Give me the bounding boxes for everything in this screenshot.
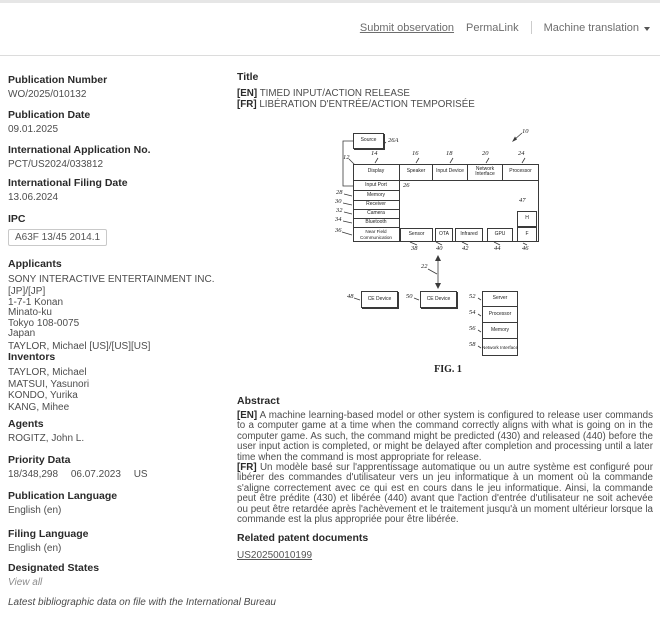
fig-cell-server-processor: Processor <box>482 307 518 323</box>
fig-ref-52: 52 <box>469 293 476 300</box>
field-agents <box>8 418 233 445</box>
fig-ref-32: 32 <box>336 207 343 214</box>
fig-cell-memory: Memory <box>353 191 400 201</box>
fig-ref-54: 54 <box>469 309 476 316</box>
fig-cell-nfc: Near Field Communication <box>353 228 400 241</box>
field-label: Publication Number <box>8 74 108 86</box>
field-value: ROGITZ, John L. <box>8 433 85 444</box>
field-inventors <box>8 351 233 413</box>
field-designated-states <box>8 562 233 588</box>
fig-cell-server-network-interface: Network Interface <box>482 344 518 350</box>
fig-ref-24: 24 <box>518 150 525 157</box>
machine-translation-dropdown[interactable] <box>544 22 650 34</box>
fig-ref-12: 12 <box>343 154 350 161</box>
applicant-address-line: 1-7-1 Konan <box>8 297 64 308</box>
fig-box-source: Source <box>353 133 384 149</box>
header-separator <box>531 21 532 34</box>
applicant-address-line: Minato-ku <box>8 307 52 319</box>
permalink-link[interactable]: PermaLink <box>466 21 519 34</box>
fig-ref-38: 38 <box>411 245 418 252</box>
fig-ref-34: 34 <box>335 216 342 223</box>
fig-box-ce-device-2: CE Device <box>420 291 457 308</box>
fig-ref-48: 48 <box>347 293 354 300</box>
title-section <box>237 71 653 110</box>
fig-cell-speaker: Speaker <box>400 164 433 181</box>
fig-cell-receiver: Receiver <box>353 201 400 210</box>
fig-ref-56: 56 <box>469 325 476 332</box>
inventor-item: KANG, Mihee <box>8 401 70 413</box>
field-label: Priority Data <box>8 454 71 466</box>
submit-observation-link[interactable]: Submit observation <box>359 21 455 34</box>
figure-caption: FIG. 1 <box>434 364 462 375</box>
patent-figure <box>335 128 560 383</box>
view-all-link[interactable]: View all <box>8 577 43 588</box>
fig-cell-input-device: Input Device <box>433 164 468 181</box>
fig-ref-42: 42 <box>462 245 469 252</box>
fig-ref-16: 16 <box>412 150 419 157</box>
chevron-down-icon <box>644 27 650 31</box>
field-label: Publication Date <box>8 109 91 121</box>
lang-tag-en: [EN] <box>237 410 258 421</box>
header-divider <box>0 55 660 56</box>
field-application-no <box>8 144 233 171</box>
fig-box-h: H <box>517 211 537 227</box>
title-en: TIMED INPUT/ACTION RELEASE <box>259 88 410 99</box>
inventor-item: TAYLOR, Michael <box>8 367 87 378</box>
field-label: IPC <box>8 213 26 225</box>
title-fr: LIBÉRATION D'ENTRÉE/ACTION TEMPORISÉE <box>259 99 475 110</box>
priority-row <box>8 469 233 481</box>
abstract-section <box>237 395 653 525</box>
fig-box-f: F <box>517 227 537 242</box>
fig-cell-network-interface: Network Interface <box>468 164 503 181</box>
applicant-address-line: Japan <box>8 327 36 339</box>
fig-box-infrared: Infrared <box>455 228 483 242</box>
inventor-item: MATSUI, Yasunori <box>8 378 90 390</box>
field-value: English (en) <box>8 505 62 516</box>
field-applicants <box>8 258 233 353</box>
field-value: WO/2025/010132 <box>8 89 87 100</box>
priority-date: 06.07.2023 <box>70 469 121 480</box>
fig-cell-server: Server <box>482 291 518 307</box>
field-label: Filing Language <box>8 528 89 540</box>
related-label: Related patent documents <box>237 532 369 544</box>
fig-ref-30: 30 <box>335 198 342 205</box>
field-priority-data <box>8 454 233 481</box>
fig-ref-46: 46 <box>522 245 529 252</box>
lang-tag-en: [EN] <box>237 88 258 99</box>
fig-ref-18: 18 <box>446 150 453 157</box>
fig-ref-47: 47 <box>519 197 526 204</box>
field-label: Inventors <box>8 351 56 363</box>
machine-translation-label: Machine translation <box>543 21 639 34</box>
fig-ref-28: 28 <box>336 189 343 196</box>
abstract-en: A machine learning-based model or other system is configured to release user commands to a computer game at a time when the command correctly aligns with what is going on in the computer game. As such, the command might be predicted (430) and released (440) before the user input action is completed, or might be delayed after completion and processing until a later time when the command is most appropriate for release. <box>237 410 653 463</box>
applicant-address-line: Tokyo 108-0075 <box>8 317 80 329</box>
bibliographic-footnote: Latest bibliographic data on file with the International Bureau <box>8 597 276 608</box>
fig-ref-44: 44 <box>494 245 501 252</box>
fig-cell-input-port: Input Port <box>353 181 400 191</box>
priority-country: US <box>133 469 148 480</box>
fig-box-gpu: GPU <box>487 228 513 242</box>
fig-cell-display: Display <box>353 164 400 181</box>
field-publication-language <box>8 490 233 517</box>
field-publication-date <box>8 109 233 136</box>
abstract-label: Abstract <box>237 395 280 407</box>
field-filing-language <box>8 528 233 555</box>
fig-ref-26: 26 <box>403 182 410 189</box>
priority-number: 18/348,298 <box>8 469 59 480</box>
applicant-company: SONY INTERACTIVE ENTERTAINMENT INC. [JP]/[JP] <box>8 274 215 297</box>
fig-cell-camera: Camera <box>353 210 400 219</box>
fig-box-ota: OTA <box>435 228 453 242</box>
field-label: Applicants <box>8 258 62 270</box>
related-doc-link[interactable]: US20250010199 <box>237 550 313 561</box>
fig-ref-14: 14 <box>371 150 378 157</box>
fig-ref-40: 40 <box>436 245 443 252</box>
field-value: 09.01.2025 <box>8 124 59 135</box>
title-label: Title <box>237 71 259 83</box>
fig-ref-10: 10 <box>522 128 529 135</box>
related-documents-section <box>237 532 653 563</box>
top-strip <box>0 0 660 3</box>
field-publication-number <box>8 74 233 101</box>
field-label: International Filing Date <box>8 177 128 189</box>
fig-box-ce-device-1: CE Device <box>361 291 398 308</box>
field-ipc <box>8 213 233 246</box>
fig-ref-58: 58 <box>469 341 476 348</box>
field-label: Agents <box>8 418 44 430</box>
abstract-fr: Un modèle basé sur l'apprentissage automatique ou un autre système est configuré pour libérer des commandes d'utilisateur vers un jeu informatique à un moment où la commande s'aligne correctement avec ce qui est en cours dans le jeu informatique. Ainsi, la commande peut être prédite (430) et libérée (440) avant que l'action d'entrée d'utilisateur ne soit achevée ou peut être retardée après l'achèvement et le traitement jusqu'à un moment ultérieur lorsque la commande est la plus appropriée pour être libérée. <box>237 462 653 526</box>
field-value: 13.06.2024 <box>8 192 59 203</box>
header-actions <box>360 21 650 34</box>
field-label: International Application No. <box>8 144 151 156</box>
field-value: PCT/US2024/033812 <box>8 159 104 170</box>
ipc-code-chip[interactable]: A63F 13/45 2014.1 <box>8 229 107 246</box>
fig-ref-50: 50 <box>406 293 413 300</box>
fig-cell-server-memory: Memory <box>482 323 518 339</box>
field-value: English (en) <box>8 543 62 554</box>
fig-box-sensor: Sensor <box>400 228 433 242</box>
applicant-person: TAYLOR, Michael [US]/[US][US] <box>8 341 151 353</box>
field-label: Designated States <box>8 562 100 574</box>
field-filing-date <box>8 177 233 204</box>
fig-ref-22: 22 <box>421 263 428 270</box>
fig-ref-26a: 26A <box>388 137 399 144</box>
fig-cell-bluetooth: Bluetooth <box>353 219 400 228</box>
inventor-item: KONDO, Yurika <box>8 390 78 401</box>
lang-tag-fr: [FR] <box>237 462 257 474</box>
field-label: Publication Language <box>8 490 118 502</box>
lang-tag-fr: [FR] <box>237 99 257 110</box>
fig-ref-36: 36 <box>335 227 342 234</box>
fig-cell-processor: Processor <box>503 164 538 181</box>
fig-ref-20: 20 <box>482 150 489 157</box>
